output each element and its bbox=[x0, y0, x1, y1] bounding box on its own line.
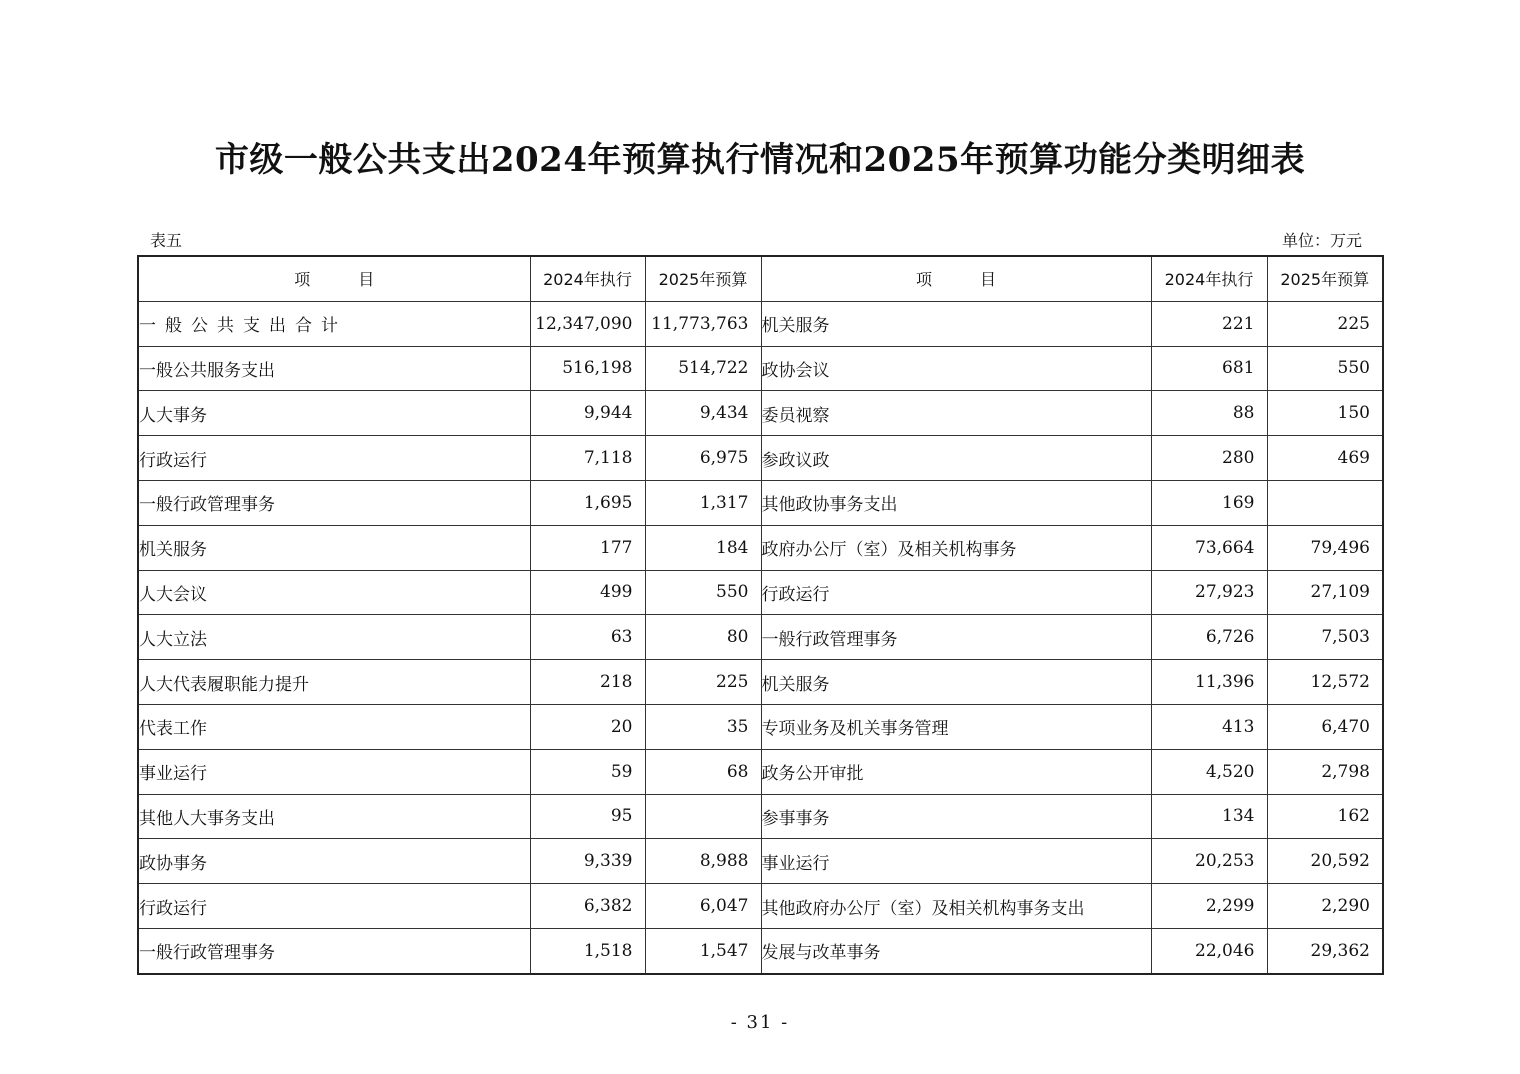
table-row bbox=[138, 301, 1383, 346]
left-exec-2024: 516,198 bbox=[530, 346, 645, 391]
right-budget-2025: 27,109 bbox=[1267, 570, 1383, 615]
right-exec-2024: 134 bbox=[1151, 794, 1267, 839]
left-item-name: 一般行政管理事务 bbox=[138, 480, 530, 525]
left-budget-2025: 6,975 bbox=[645, 436, 761, 481]
right-budget-2025: 162 bbox=[1267, 794, 1383, 839]
left-item-name: 人大会议 bbox=[138, 570, 530, 615]
left-exec-2024: 1,518 bbox=[530, 928, 645, 973]
right-exec-2024: 27,923 bbox=[1151, 570, 1267, 615]
left-budget-2025 bbox=[645, 794, 761, 839]
right-exec-2024: 221 bbox=[1151, 301, 1267, 346]
right-item-name: 发展与改革事务 bbox=[761, 928, 1151, 973]
right-item-name: 一般行政管理事务 bbox=[761, 615, 1151, 660]
left-exec-2024: 1,695 bbox=[530, 480, 645, 525]
left-exec-2024: 9,339 bbox=[530, 839, 645, 884]
right-budget-2025: 225 bbox=[1267, 301, 1383, 346]
header-budget-2025-right: 2025年预算 bbox=[1267, 256, 1383, 301]
page-title: 市级一般公共支出2024年预算执行情况和2025年预算功能分类明细表 bbox=[214, 140, 1306, 180]
left-budget-2025: 225 bbox=[645, 660, 761, 705]
left-budget-2025: 184 bbox=[645, 525, 761, 570]
right-exec-2024: 6,726 bbox=[1151, 615, 1267, 660]
left-item-name: 一般公共支出合计 bbox=[138, 301, 530, 346]
left-budget-2025: 550 bbox=[645, 570, 761, 615]
right-item-name: 政协会议 bbox=[761, 346, 1151, 391]
right-budget-2025: 79,496 bbox=[1267, 525, 1383, 570]
right-budget-2025: 2,290 bbox=[1267, 884, 1383, 929]
table-row bbox=[138, 615, 1383, 660]
left-exec-2024: 499 bbox=[530, 570, 645, 615]
table-row bbox=[138, 749, 1383, 794]
right-exec-2024: 413 bbox=[1151, 704, 1267, 749]
right-item-name: 其他政协事务支出 bbox=[761, 480, 1151, 525]
table-row bbox=[138, 480, 1383, 525]
left-item-name: 行政运行 bbox=[138, 436, 530, 481]
right-item-name: 专项业务及机关事务管理 bbox=[761, 704, 1151, 749]
table-row bbox=[138, 391, 1383, 436]
right-exec-2024: 681 bbox=[1151, 346, 1267, 391]
left-item-name: 其他人大事务支出 bbox=[138, 794, 530, 839]
unit-label: 单位：万元 bbox=[1281, 231, 1362, 250]
header-row bbox=[138, 256, 1383, 301]
right-item-name: 政府办公厅（室）及相关机构事务 bbox=[761, 525, 1151, 570]
right-budget-2025: 469 bbox=[1267, 436, 1383, 481]
table-row bbox=[138, 884, 1383, 929]
table-body bbox=[138, 301, 1383, 973]
left-item-name: 行政运行 bbox=[138, 884, 530, 929]
table-number: 表五 bbox=[150, 231, 183, 250]
right-exec-2024: 4,520 bbox=[1151, 749, 1267, 794]
left-budget-2025: 11,773,763 bbox=[645, 301, 761, 346]
left-exec-2024: 6,382 bbox=[530, 884, 645, 929]
right-item-name: 委员视察 bbox=[761, 391, 1151, 436]
left-item-name: 一般公共服务支出 bbox=[138, 346, 530, 391]
right-exec-2024: 280 bbox=[1151, 436, 1267, 481]
left-exec-2024: 7,118 bbox=[530, 436, 645, 481]
table-row bbox=[138, 525, 1383, 570]
right-item-name: 参政议政 bbox=[761, 436, 1151, 481]
left-budget-2025: 35 bbox=[645, 704, 761, 749]
table-row bbox=[138, 346, 1383, 391]
table-row bbox=[138, 704, 1383, 749]
page-number: - 31 - bbox=[730, 1012, 790, 1033]
left-item-name: 机关服务 bbox=[138, 525, 530, 570]
right-exec-2024: 11,396 bbox=[1151, 660, 1267, 705]
right-exec-2024: 22,046 bbox=[1151, 928, 1267, 973]
header-exec-2024-left: 2024年执行 bbox=[530, 256, 645, 301]
left-exec-2024: 9,944 bbox=[530, 391, 645, 436]
right-budget-2025: 550 bbox=[1267, 346, 1383, 391]
right-exec-2024: 169 bbox=[1151, 480, 1267, 525]
left-exec-2024: 177 bbox=[530, 525, 645, 570]
left-budget-2025: 514,722 bbox=[645, 346, 761, 391]
table-row bbox=[138, 928, 1383, 973]
left-exec-2024: 59 bbox=[530, 749, 645, 794]
right-item-name: 机关服务 bbox=[761, 660, 1151, 705]
left-exec-2024: 95 bbox=[530, 794, 645, 839]
left-budget-2025: 8,988 bbox=[645, 839, 761, 884]
left-item-name: 事业运行 bbox=[138, 749, 530, 794]
table-row bbox=[138, 794, 1383, 839]
table-row bbox=[138, 570, 1383, 615]
left-budget-2025: 80 bbox=[645, 615, 761, 660]
right-item-name: 政务公开审批 bbox=[761, 749, 1151, 794]
header-item-right: 项 目 bbox=[761, 256, 1151, 301]
left-item-name: 政协事务 bbox=[138, 839, 530, 884]
right-budget-2025: 12,572 bbox=[1267, 660, 1383, 705]
right-item-name: 其他政府办公厅（室）及相关机构事务支出 bbox=[761, 884, 1151, 929]
right-exec-2024: 2,299 bbox=[1151, 884, 1267, 929]
right-item-name: 事业运行 bbox=[761, 839, 1151, 884]
right-budget-2025: 6,470 bbox=[1267, 704, 1383, 749]
budget-table bbox=[137, 255, 1384, 975]
left-item-name: 人大立法 bbox=[138, 615, 530, 660]
table-row bbox=[138, 839, 1383, 884]
left-budget-2025: 68 bbox=[645, 749, 761, 794]
right-exec-2024: 73,664 bbox=[1151, 525, 1267, 570]
right-budget-2025: 7,503 bbox=[1267, 615, 1383, 660]
table-row bbox=[138, 660, 1383, 705]
right-item-name: 行政运行 bbox=[761, 570, 1151, 615]
left-budget-2025: 1,317 bbox=[645, 480, 761, 525]
right-budget-2025: 150 bbox=[1267, 391, 1383, 436]
right-exec-2024: 88 bbox=[1151, 391, 1267, 436]
right-budget-2025 bbox=[1267, 480, 1383, 525]
left-budget-2025: 1,547 bbox=[645, 928, 761, 973]
left-budget-2025: 9,434 bbox=[645, 391, 761, 436]
left-exec-2024: 20 bbox=[530, 704, 645, 749]
header-item-left: 项 目 bbox=[138, 256, 530, 301]
header-budget-2025-left: 2025年预算 bbox=[645, 256, 761, 301]
right-item-name: 参事事务 bbox=[761, 794, 1151, 839]
left-item-name: 人大代表履职能力提升 bbox=[138, 660, 530, 705]
right-exec-2024: 20,253 bbox=[1151, 839, 1267, 884]
left-item-name: 一般行政管理事务 bbox=[138, 928, 530, 973]
left-exec-2024: 63 bbox=[530, 615, 645, 660]
right-budget-2025: 2,798 bbox=[1267, 749, 1383, 794]
left-item-name: 代表工作 bbox=[138, 704, 530, 749]
header-exec-2024-right: 2024年执行 bbox=[1151, 256, 1267, 301]
left-budget-2025: 6,047 bbox=[645, 884, 761, 929]
left-item-name: 人大事务 bbox=[138, 391, 530, 436]
left-exec-2024: 12,347,090 bbox=[530, 301, 645, 346]
right-budget-2025: 20,592 bbox=[1267, 839, 1383, 884]
left-exec-2024: 218 bbox=[530, 660, 645, 705]
right-budget-2025: 29,362 bbox=[1267, 928, 1383, 973]
table-row bbox=[138, 436, 1383, 481]
right-item-name: 机关服务 bbox=[761, 301, 1151, 346]
